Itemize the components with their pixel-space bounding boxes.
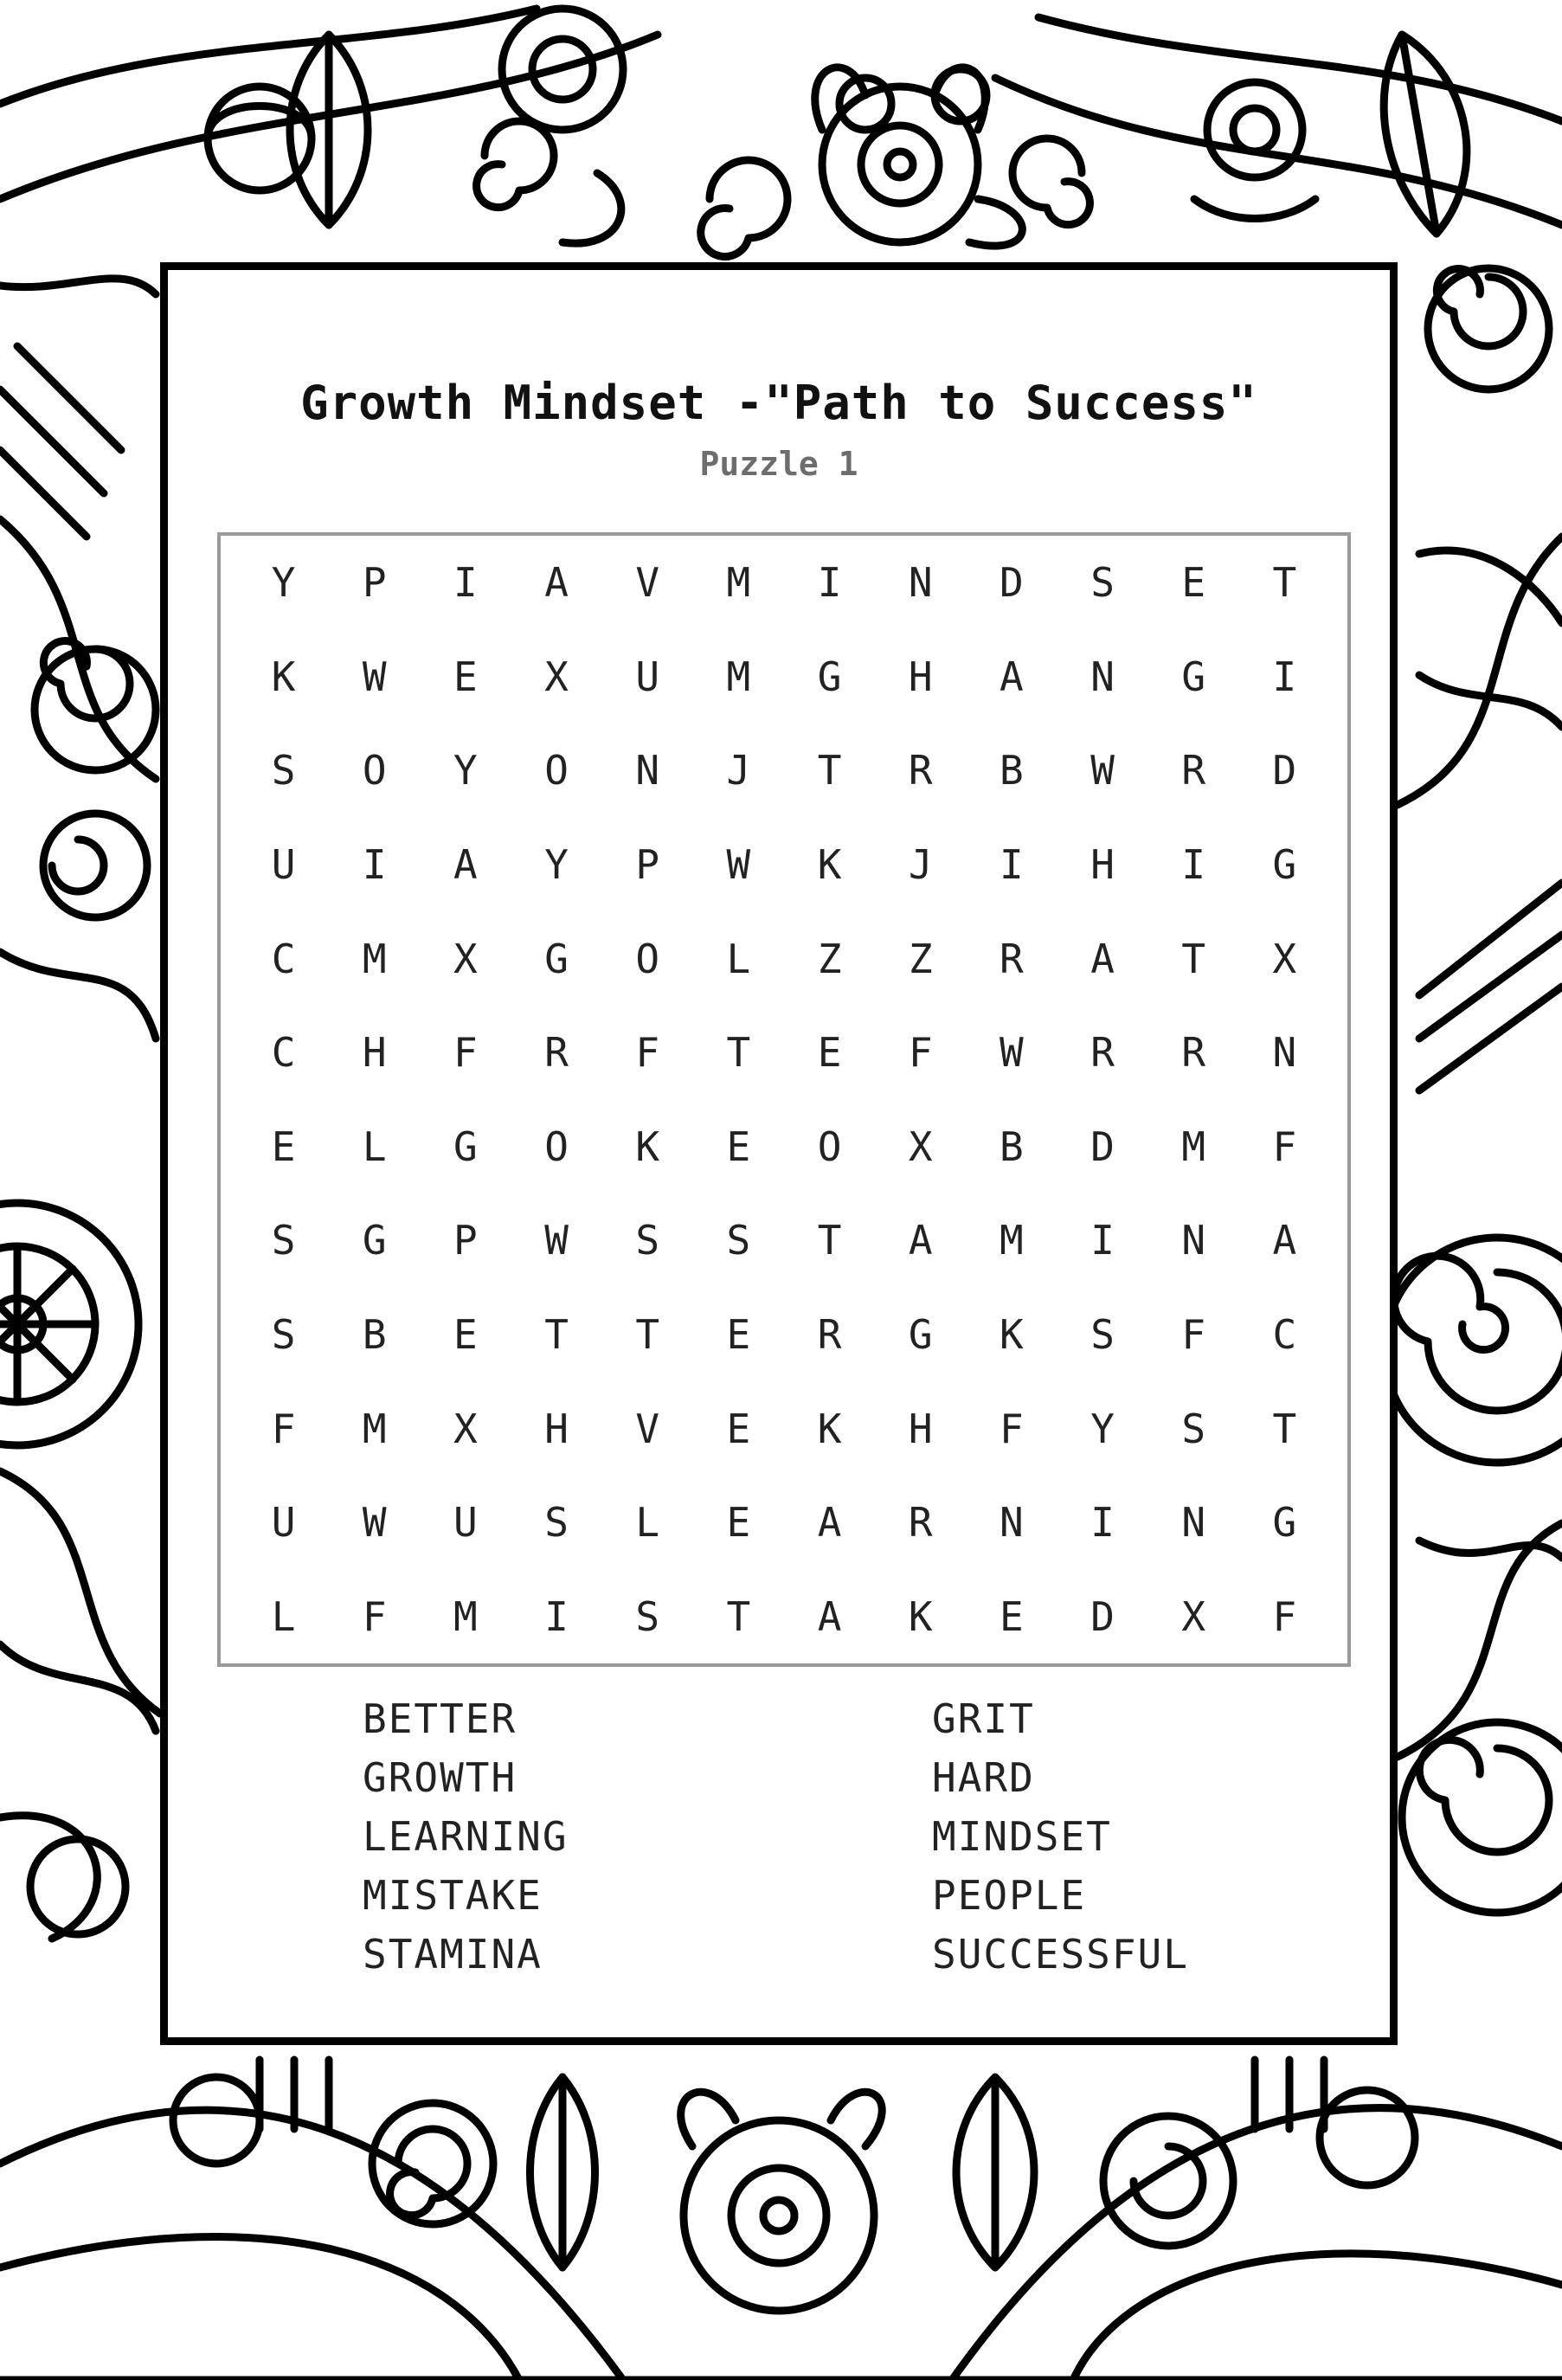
grid-cell[interactable]: A (1090, 935, 1115, 982)
grid-cell[interactable]: F (1272, 1592, 1297, 1640)
grid-cell[interactable]: C (271, 935, 296, 982)
grid-cell[interactable]: N (1000, 1499, 1024, 1547)
grid-cell[interactable]: K (1000, 1310, 1024, 1358)
grid-cell[interactable]: A (908, 1217, 933, 1264)
puzzle-subtitle: Puzzle 1 (699, 445, 858, 483)
grid-cell[interactable]: S (544, 1499, 569, 1547)
grid-cell[interactable]: V (635, 1405, 660, 1452)
word-item: GROWTH (363, 1754, 517, 1801)
grid-cell[interactable]: H (362, 1029, 387, 1077)
grid-cell[interactable]: L (271, 1592, 296, 1640)
grid-cell[interactable]: B (362, 1310, 387, 1358)
grid-cell[interactable]: R (1090, 1029, 1115, 1077)
grid-cell[interactable]: L (726, 935, 751, 982)
grid-cell[interactable]: U (635, 653, 660, 700)
grid-cell[interactable]: E (271, 1122, 296, 1170)
grid-cell[interactable]: N (908, 559, 933, 607)
grid-cell[interactable]: I (817, 559, 842, 607)
grid-cell[interactable]: E (726, 1405, 751, 1452)
grid-cell[interactable]: S (1090, 559, 1115, 607)
grid-cell[interactable]: M (1181, 1122, 1206, 1170)
grid-cell[interactable]: K (908, 1592, 933, 1640)
grid-cell[interactable]: K (635, 1122, 660, 1170)
grid-cell[interactable]: M (362, 935, 387, 982)
grid-cell[interactable]: F (271, 1405, 296, 1452)
grid-cell[interactable]: G (453, 1122, 478, 1170)
grid-cell[interactable]: M (726, 653, 751, 700)
grid-cell[interactable]: P (635, 841, 660, 889)
grid-cell[interactable]: S (635, 1592, 660, 1640)
grid-cell[interactable]: S (271, 747, 296, 794)
grid-cell[interactable]: L (362, 1122, 387, 1170)
grid-cell[interactable]: R (908, 747, 933, 794)
grid-cell[interactable]: B (1000, 747, 1024, 794)
grid-cell[interactable]: I (362, 841, 387, 889)
grid-cell[interactable]: S (271, 1310, 296, 1358)
grid-cell[interactable]: I (1000, 841, 1024, 889)
grid-cell[interactable]: D (1272, 747, 1297, 794)
word-item: MISTAKE (363, 1872, 543, 1919)
grid-cell[interactable]: Y (453, 747, 478, 794)
grid-cell[interactable]: F (908, 1029, 933, 1077)
grid-cell[interactable]: U (453, 1499, 478, 1547)
word-item: HARD (932, 1754, 1035, 1801)
grid-cell[interactable]: I (1181, 841, 1206, 889)
grid-cell[interactable]: S (1181, 1405, 1206, 1452)
grid-cell[interactable]: A (1272, 1217, 1297, 1264)
grid-cell[interactable]: O (817, 1122, 842, 1170)
grid-cell[interactable]: O (544, 1122, 569, 1170)
grid-cell[interactable]: D (1090, 1122, 1115, 1170)
grid-cell[interactable]: X (908, 1122, 933, 1170)
grid-cell[interactable]: W (1000, 1029, 1024, 1077)
grid-cell[interactable]: J (908, 841, 933, 889)
grid-cell[interactable]: S (1090, 1310, 1115, 1358)
grid-cell[interactable]: A (817, 1592, 842, 1640)
grid-cell[interactable]: D (1000, 559, 1024, 607)
grid-cell[interactable]: T (1272, 559, 1297, 607)
grid-cell[interactable]: C (1272, 1310, 1297, 1358)
grid-cell[interactable]: G (1272, 1499, 1297, 1547)
grid-cell[interactable]: N (1090, 653, 1115, 700)
grid-cell[interactable]: X (1272, 935, 1297, 982)
grid-cell[interactable]: R (908, 1499, 933, 1547)
grid-cell[interactable]: O (544, 747, 569, 794)
grid-cell[interactable]: O (635, 935, 660, 982)
grid-cell[interactable]: E (817, 1029, 842, 1077)
grid-cell[interactable]: A (1000, 653, 1024, 700)
grid-cell[interactable]: W (544, 1217, 569, 1264)
grid-cell[interactable]: P (362, 559, 387, 607)
grid-cell[interactable]: F (1272, 1122, 1297, 1170)
grid-cell[interactable]: M (1000, 1217, 1024, 1264)
grid-cell[interactable]: I (1090, 1499, 1115, 1547)
puzzle-title: Growth Mindset -"Path to Success" (300, 376, 1257, 430)
grid-cell[interactable]: T (817, 747, 842, 794)
grid-cell[interactable]: H (544, 1405, 569, 1452)
grid-cell[interactable]: E (1181, 559, 1206, 607)
word-item: GRIT (932, 1695, 1035, 1742)
grid-cell[interactable]: T (544, 1310, 569, 1358)
word-item: BETTER (363, 1695, 517, 1742)
grid-cell[interactable]: G (544, 935, 569, 982)
grid-cell[interactable]: R (544, 1029, 569, 1077)
grid-cell[interactable]: L (635, 1499, 660, 1547)
word-list-left (363, 1689, 569, 1984)
grid-cell[interactable]: U (271, 1499, 296, 1547)
grid-cell[interactable]: G (817, 653, 842, 700)
word-item: STAMINA (363, 1931, 543, 1978)
grid-cell[interactable]: E (453, 653, 478, 700)
letter-grid[interactable] (217, 532, 1351, 1667)
grid-cell[interactable]: E (453, 1310, 478, 1358)
grid-cell[interactable]: T (817, 1217, 842, 1264)
grid-cell[interactable]: R (817, 1310, 842, 1358)
grid-cell[interactable]: W (1090, 747, 1115, 794)
grid-cell[interactable]: R (1000, 935, 1024, 982)
grid-cell[interactable]: G (1272, 841, 1297, 889)
grid-cell[interactable]: T (726, 1592, 751, 1640)
puzzle-panel (160, 262, 1398, 2045)
grid-cell[interactable]: T (635, 1310, 660, 1358)
grid-cell[interactable]: K (817, 841, 842, 889)
grid-cell[interactable]: G (362, 1217, 387, 1264)
grid-cell[interactable]: I (453, 559, 478, 607)
word-list-right (932, 1689, 1189, 1984)
grid-cell[interactable]: E (726, 1310, 751, 1358)
grid-cell[interactable]: W (362, 1499, 387, 1547)
grid-cell[interactable]: T (1181, 935, 1206, 982)
grid-cell[interactable]: X (453, 935, 478, 982)
grid-cell[interactable]: G (908, 1310, 933, 1358)
grid-cell[interactable]: T (726, 1029, 751, 1077)
grid-cell[interactable]: H (908, 1405, 933, 1452)
grid-cell[interactable]: R (1181, 747, 1206, 794)
grid-cell[interactable]: H (1090, 841, 1115, 889)
grid-cell[interactable]: N (635, 747, 660, 794)
grid-cell[interactable]: M (453, 1592, 478, 1640)
grid-cell[interactable]: S (271, 1217, 296, 1264)
grid-cell[interactable]: Y (1090, 1405, 1115, 1452)
word-item: LEARNING (363, 1813, 569, 1860)
grid-cell[interactable]: T (1272, 1405, 1297, 1452)
grid-cell[interactable]: A (453, 841, 478, 889)
grid-cell[interactable]: K (271, 653, 296, 700)
grid-cell[interactable]: X (1181, 1592, 1206, 1640)
grid-cell[interactable]: P (453, 1217, 478, 1264)
grid-cell[interactable]: M (362, 1405, 387, 1452)
grid-cell[interactable]: F (362, 1592, 387, 1640)
grid-cell[interactable]: I (1272, 653, 1297, 700)
grid-cell[interactable]: R (1181, 1029, 1206, 1077)
grid-cell[interactable]: E (726, 1122, 751, 1170)
grid-cell[interactable]: H (908, 653, 933, 700)
grid-cell[interactable]: N (1272, 1029, 1297, 1077)
word-list (168, 1689, 1390, 2001)
word-item: PEOPLE (932, 1872, 1087, 1919)
grid-cell[interactable]: B (1000, 1122, 1024, 1170)
grid-cell[interactable]: Z (908, 935, 933, 982)
grid-cell[interactable]: V (635, 559, 660, 607)
grid-cell[interactable]: W (362, 653, 387, 700)
grid-cell[interactable]: E (726, 1499, 751, 1547)
grid-cell[interactable]: G (1181, 653, 1206, 700)
word-item: SUCCESSFUL (932, 1931, 1189, 1978)
grid-cell[interactable]: A (544, 559, 569, 607)
grid-cell[interactable]: D (1090, 1592, 1115, 1640)
grid-cell[interactable]: X (544, 653, 569, 700)
grid-cell[interactable]: J (726, 747, 751, 794)
grid-cell[interactable]: I (1090, 1217, 1115, 1264)
grid-cell[interactable]: O (362, 747, 387, 794)
grid-cell[interactable]: Z (817, 935, 842, 982)
grid-cell[interactable]: F (1181, 1310, 1206, 1358)
grid-cell[interactable]: I (544, 1592, 569, 1640)
grid-cell[interactable]: N (1181, 1499, 1206, 1547)
grid-cell[interactable]: K (817, 1405, 842, 1452)
grid-cell[interactable]: N (1181, 1217, 1206, 1264)
grid-cell[interactable]: E (1000, 1592, 1024, 1640)
grid-cell[interactable]: C (271, 1029, 296, 1077)
grid-cell[interactable]: S (726, 1217, 751, 1264)
word-item: MINDSET (932, 1813, 1112, 1860)
grid-cell[interactable]: Y (271, 559, 296, 607)
grid-cell[interactable]: W (726, 841, 751, 889)
grid-cell[interactable]: F (1000, 1405, 1024, 1452)
grid-cell[interactable]: F (453, 1029, 478, 1077)
grid-cell[interactable]: X (453, 1405, 478, 1452)
grid-cell[interactable]: F (635, 1029, 660, 1077)
grid-cell[interactable]: U (271, 841, 296, 889)
grid-cell[interactable]: S (635, 1217, 660, 1264)
grid-cell[interactable]: Y (544, 841, 569, 889)
grid-cell[interactable]: A (817, 1499, 842, 1547)
grid-cell[interactable]: M (726, 559, 751, 607)
